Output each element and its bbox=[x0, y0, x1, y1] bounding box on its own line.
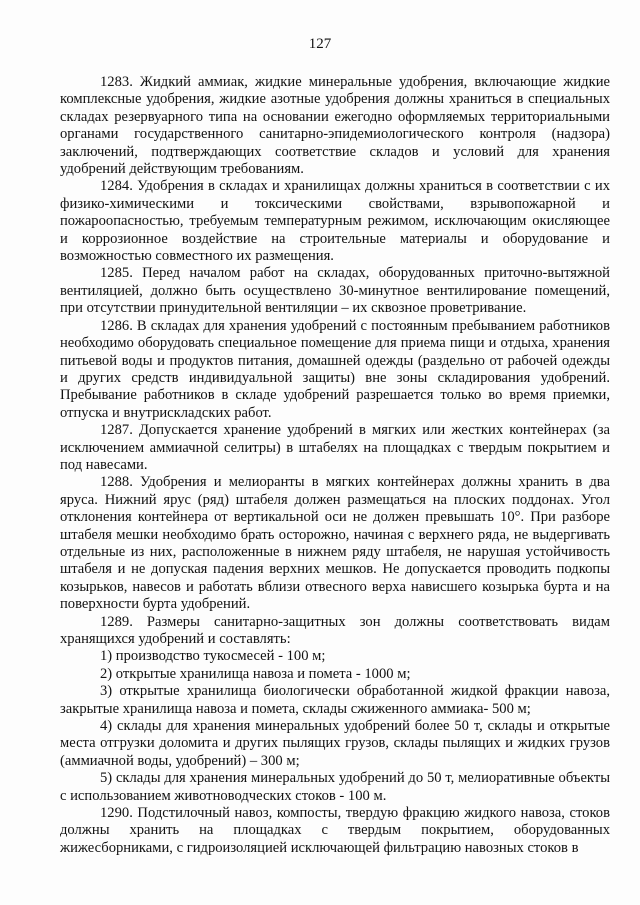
list-item-2: 2) открытые хранилища навоза и помета - 1000 м; bbox=[100, 665, 411, 682]
paragraph-1284: 1284. Удобрения в складах и хранилищах должны храниться в соответствии с их физико-химическими и токсическими свойствами, взрывопожарной и пожароопасностью, требуемым температурным режимом, исключающим окисляющее и коррозионное воздействие на строительные материалы и оборудование и возможностью совместного их размещения. bbox=[60, 178, 610, 265]
list-item-3: 3) открытые хранилища биологически обработанной жидкой фракции навоза, закрытые хранилища навоза и помета, склады сжиженного аммиака- 500 м; bbox=[60, 683, 610, 717]
list-item-1: 1) производство тукосмесей - 100 м; bbox=[100, 648, 326, 665]
paragraph-1283: 1283. Жидкий аммиак, жидкие минеральные удобрения, включающие жидкие комплексные удобрения, жидкие азотные удобрения должны храниться в специальных складах резервуарного типа на основании ежегодно оформляемых территориальными органами государственного санитарно-эпидемиологического контроля (надзора) заключений, подтверждающих соответствие складов и условий для хранения удобрений действующим требованиям. bbox=[60, 74, 610, 178]
paragraph-1289: 1289. Размеры санитарно-защитных зон должны соответствовать видам хранящихся удобрений и составлять: bbox=[60, 613, 610, 647]
paragraph-1288: 1288. Удобрения и мелиоранты в мягких контейнерах должны хранить в два яруса. Нижний ярус (ряд) штабеля должен размещаться на плоских поддонах. Угол отклонения контейнера от вертикальной оси не должен превышать 10°. При разборе штабеля мешки необходимо брать осторожно, начиная с верхнего ряда, не выдергивать отдельные из них, расположенные в нижнем ряду штабеля, не нарушая устойчивость штабеля и не допуская падения верхних мешков. Не допускается проводить подкопы козырьков, навесов и работать вблизи отвесного верха нависшего козырька бурта и на поверхности бурта удобрений. bbox=[60, 474, 610, 613]
list-item-4: 4) склады для хранения минеральных удобрений более 50 т, склады и открытые места отгрузки доломита и других пылящих грузов, склады пылящих и жидких грузов (аммиачной воды, удобрений) – 300 м; bbox=[60, 718, 610, 769]
document-body bbox=[60, 74, 610, 857]
list-item-5: 5) склады для хранения минеральных удобрений до 50 т, мелиоративные объекты с использованием животноводческих стоков - 100 м. bbox=[60, 770, 610, 804]
page-number: 127 bbox=[308, 36, 332, 52]
paragraph-1286: 1286. В складах для хранения удобрений с постоянным пребыванием работников необходимо оборудовать специальное помещение для приема пищи и отдыха, хранения питьевой воды и продуктов питания, домашней одежды (раздельно от рабочей одежды и других средств индивидуальной защиты) вне зоны складирования удобрений. Пребывание работников в складе удобрений разрешается только во время приемки, отпуска и внутрискладских работ. bbox=[60, 317, 610, 421]
paragraph-1287: 1287. Допускается хранение удобрений в мягких или жестких контейнерах (за исключением аммиачной селитры) в штабелях на площадках с твердым покрытием и под навесами. bbox=[60, 422, 610, 473]
paragraph-1290: 1290. Подстилочный навоз, компосты, твердую фракцию жидкого навоза, стоков должны хранить на площадках с твердым покрытием, оборудованных жижесборниками, с гидроизоляцией исключающей фильтрацию навозных стоков в bbox=[60, 805, 610, 856]
paragraph-1285: 1285. Перед началом работ на складах, оборудованных приточно-вытяжной вентиляцией, должно быть осуществлено 30-минутное вентилирование помещений, при отсутствии принудительной вентиляции – их сквозное проветривание. bbox=[60, 265, 610, 317]
